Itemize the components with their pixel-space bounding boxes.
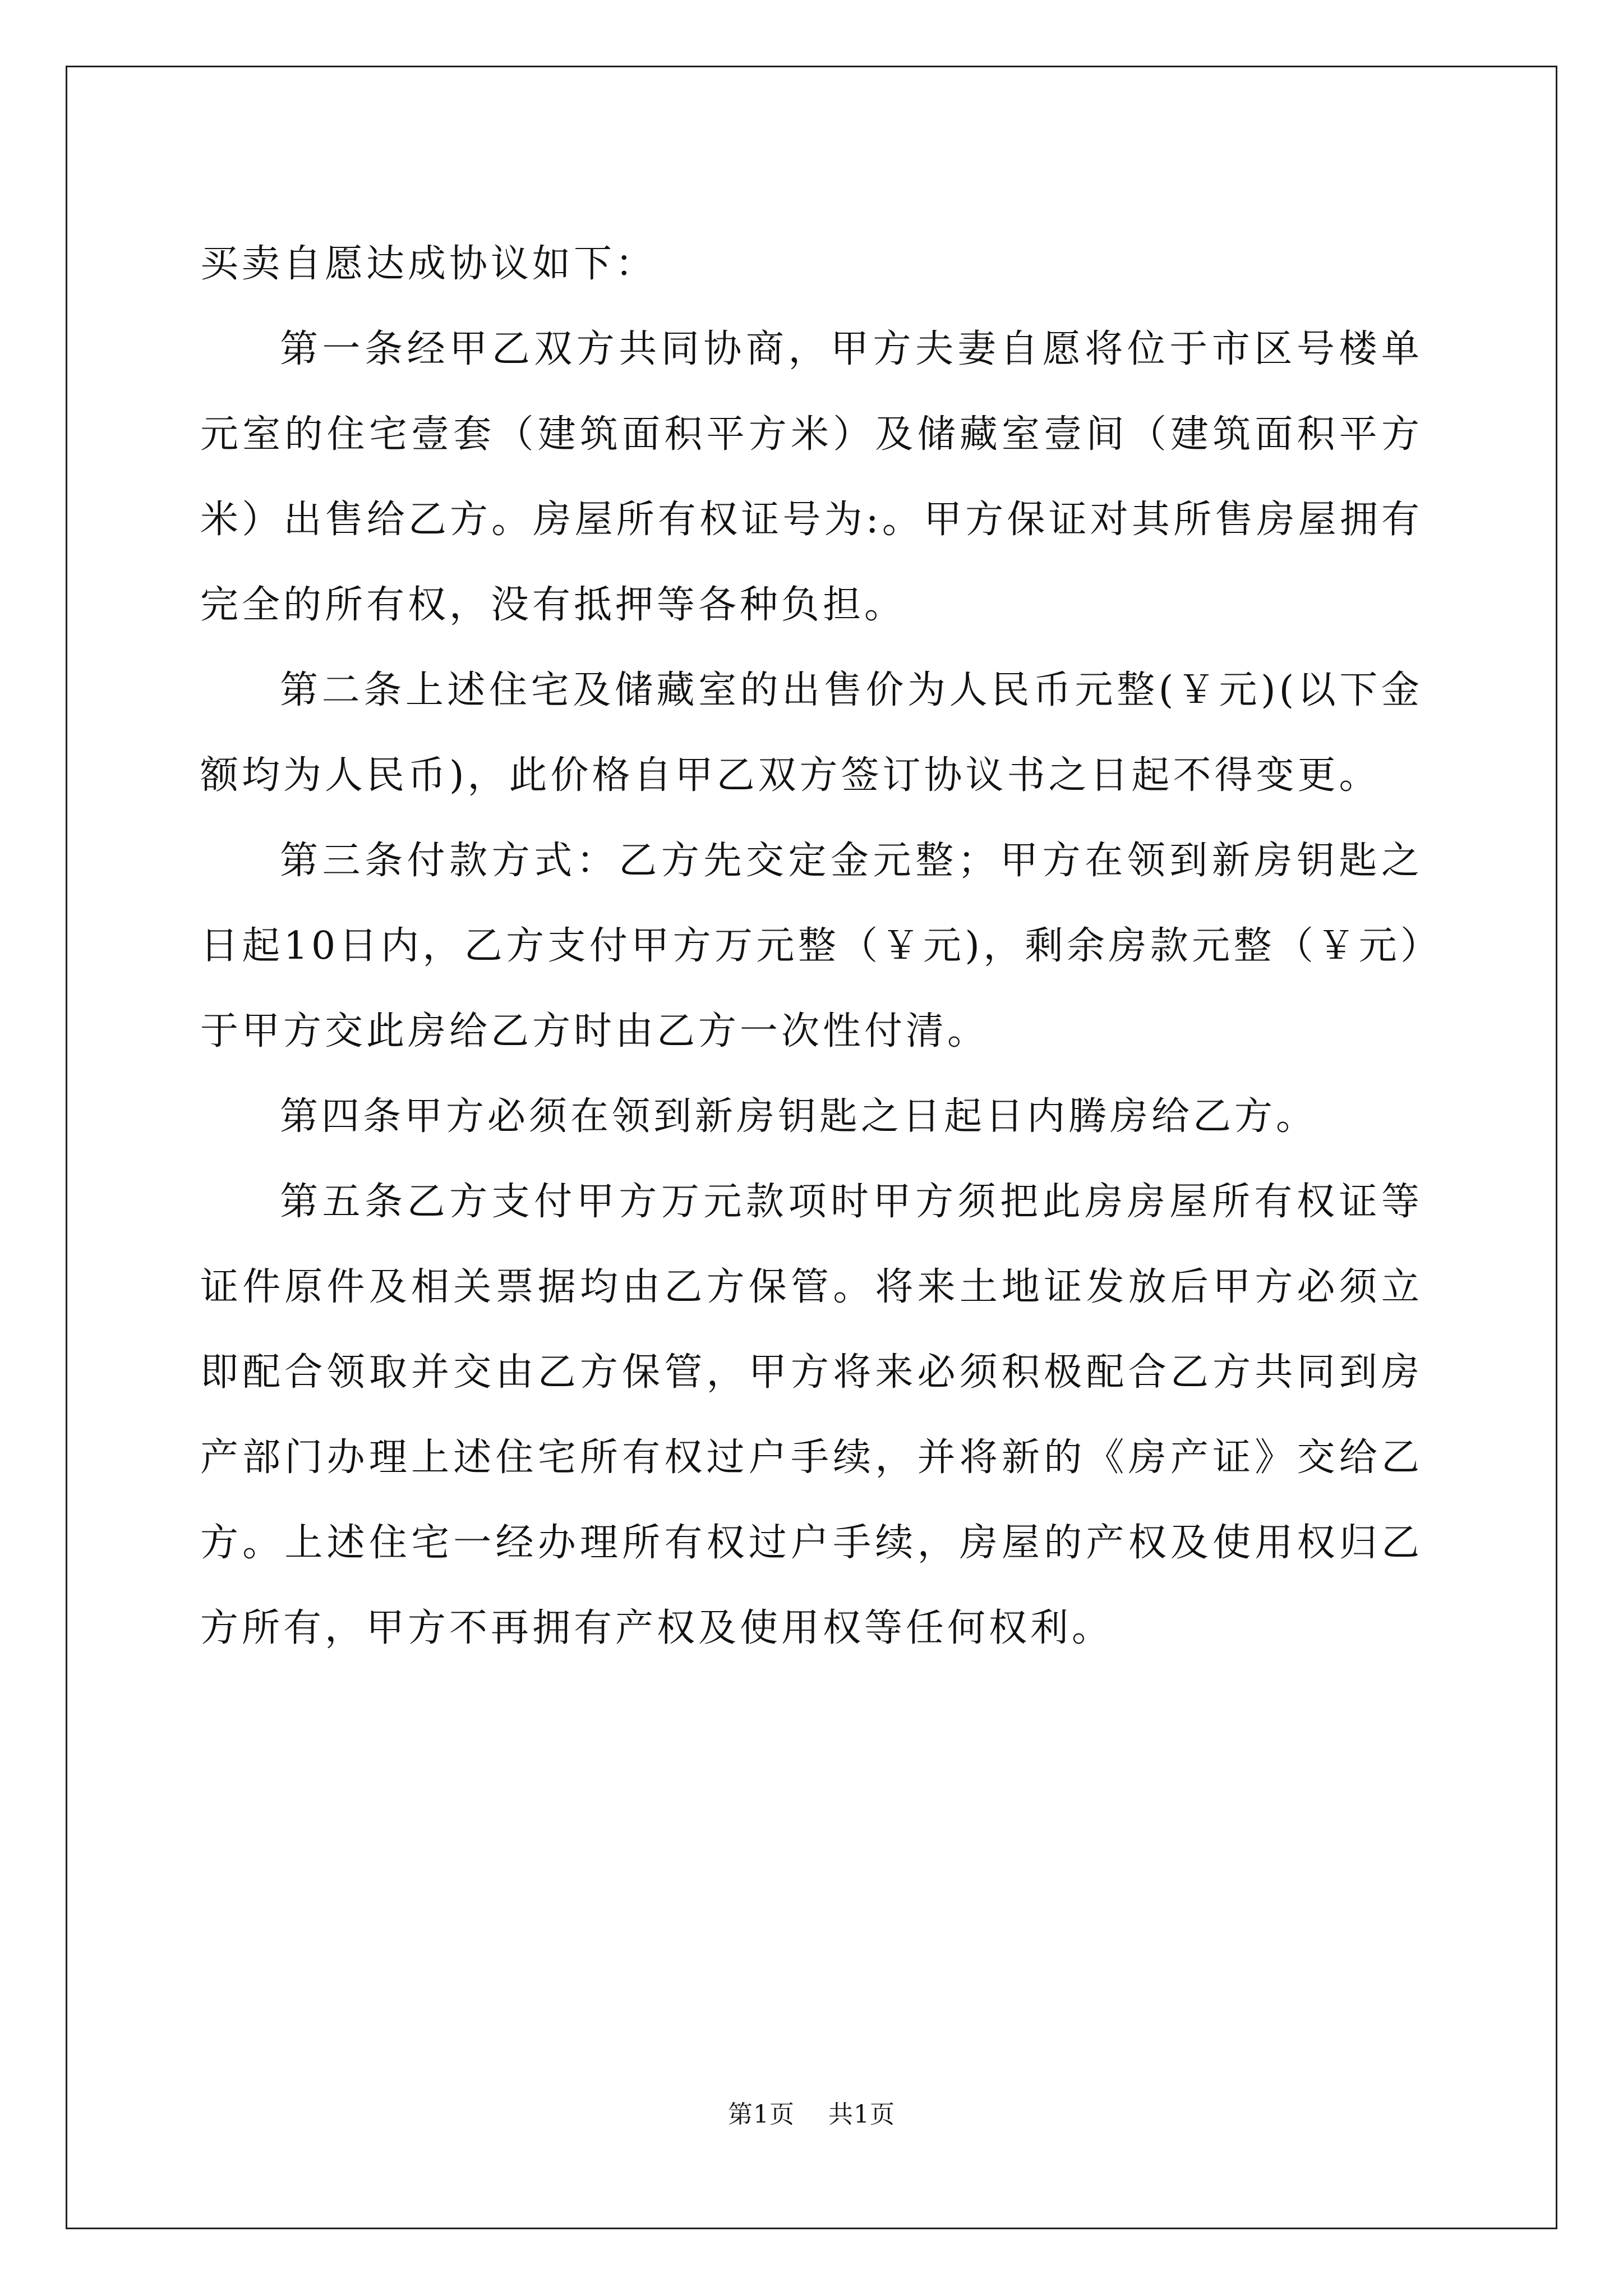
page-number-current: 第1页 — [728, 2100, 795, 2129]
paragraph-article-4: 第四条甲方必须在领到新房钥匙之日起日内腾房给乙方。 — [280, 1094, 1318, 1139]
document-body — [200, 222, 1423, 1671]
paragraph-intro: 买卖自愿达成协议如下： — [200, 242, 657, 286]
page-number-total: 共1页 — [828, 2100, 895, 2129]
paragraph-article-5: 第五条乙方支付甲方万元款项时甲方须把此房房屋所有权证等证件原件及相关票据均由乙方保管。将来土地证发放后甲方必须立即配合领取并交由乙方保管，甲方将来必须积极配合乙方共同到房产部门办理上述住宅所有权过户手续，并将新的《房产证》交给乙方。上述住宅一经办理所有权过户手续，房屋的产权及使用权归乙方所有，甲方不再拥有产权及使用权等任何权利。 — [200, 1180, 1423, 1650]
paragraph-article-3: 第三条付款方式：乙方先交定金元整；甲方在领到新房钥匙之日起10日内，乙方支付甲方万元整（￥元)，剩余房款元整（￥元）于甲方交此房给乙方时由乙方一次性付清。 — [200, 839, 1423, 1053]
paragraph-article-1: 第一条经甲乙双方共同协商，甲方夫妻自愿将位于市区号楼单元室的住宅壹套（建筑面积平方米）及储藏室壹间（建筑面积平方米）出售给乙方。房屋所有权证号为:。甲方保证对其所售房屋拥有完全的所有权，没有抵押等各种负担。 — [200, 327, 1423, 627]
paragraph-article-2: 第二条上述住宅及储藏室的出售价为人民币元整(￥元)(以下金额均为人民币)，此价格自甲乙双方签订协议书之日起不得变更。 — [200, 668, 1423, 798]
page-footer — [0, 2099, 1623, 2131]
